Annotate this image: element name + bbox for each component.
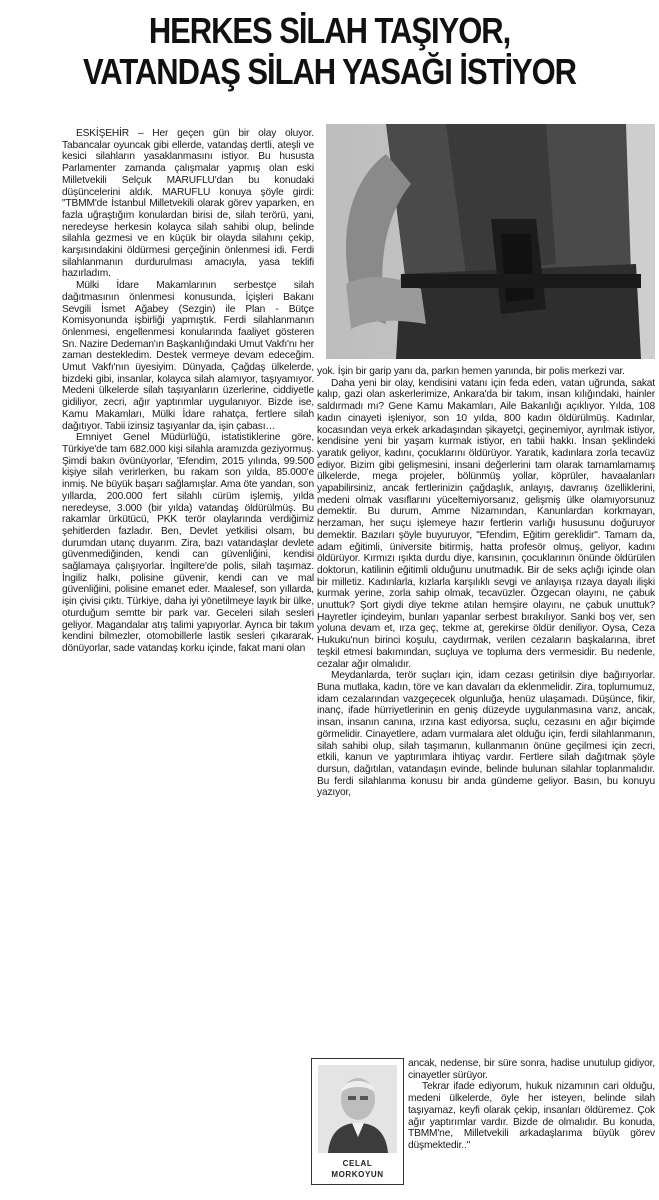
paragraph: ESKİŞEHİR – Her geçen gün bir olay oluyor. Tabancalar oyuncak gibi ellerde, vatandaş dertli, ateşli ve kesici silahların yasaklanmasını istiyor. Bu hususta Parlamenter zamanda çalışmalar yapmış olan eski Milletvekili Selçuk MARUFLU'dan bu konudaki düşüncelerini aldık. MARUFLU konuya şöyle girdi: "TBMM'de İstanbul Milletvekili olarak görev yaparken, en fazla uğraştığım konulardan birisi de, silah terörü, yani, neredeyse herkesin kolayca silah sahibi olup, belinde silahla gezmesi ve en küçük bir olayda silahını çekip, karşısındakini öldürmesi gerçeğinin önlenmesi idi. Ferdi silahlanmanın durdurulması amacıyla, yasa teklifi hazırladım. — [62, 128, 314, 280]
paragraph: Meydanlarda, terör suçları için, idam cezası getirilsin diye bağırıyorlar. Buna mutlaka, kadın, töre ve kan davaları da eklenmelidir. Zira, toplumumuz, idam cezalarından vazgeçecek olgunluğa, henüz ulaşamadı. Düşünce, fikir, inanç, ifade hürriyetlerinin en geniş düzeyde uygulanmasına varız, ancak, insan, insanın canına, ırzına kast ediyorsa, suçlu, cezasını en ağır biçimde görmelidir. Cinayetlere, adam vurmalara alet olduğu için, ferdi silahlanmanın, silah sahibi olup, silah taşımanın, kullanmanın önüne geçilmesi için zecri, etkili, kanun ve yaptırımlara ihtiyaç vardır. Fertlere silah dağıtmak şöyle dursun, dağıtılan, vatandaşın evinde, belinde bulunan silahlar toplanmalıdır. Bu ferdi silahlanma konusu bir anda gündeme geliyor. Basın, bu konuyu yazıyor, — [317, 670, 655, 799]
paragraph: yok. İşin bir garip yanı da, parkın hemen yanında, bir polis merkezi var. — [317, 366, 625, 377]
paragraph: Tekrar ifade ediyorum, hukuk nizamının cari olduğu, medeni ülkelerde, öyle her isteyen, belinde silah taşıyamaz, keyfi olarak çekip, insanları öldüremez. Çok ağır yaptırımlar vardır. Bizde de olmalıdır. Bu konuda, TBMM'ne, Milletvekili arkadaşlarıma büyük görev düşmektedir.." — [408, 1081, 655, 1151]
article-photo — [326, 124, 655, 359]
paragraph: Daha yeni bir olay, kendisini vatanı için feda eden, vatan uğrunda, sakat kalıp, gazi olan askerlerimize, Ankara'da bir takım, insan kılığındaki, hainler saldırmadı mı? Gene Kamu Makamları, Aile Bakanlığı açıklıyor. Yılda, 108 kadın cinayeti işleniyor, son 10 yılda, 800 kadın öldürülmüş. Kadınlar, kocasından veya erkek arkadaşından şikayetçi, geçinemiyor, ayrılmak istiyor, kendisine yeni bir yaşam kurmak istiyor, en tabii hakkı. İnsan şeklindeki yaratık geliyor, kadını, çocuklarını öldürüyor. Yaratık, kadınlara zorla tecavüz ediyor. Bizim gibi gelişmesini, insani değerlerini tam olarak tamamlamamış ülkelerde, mega projeler, bölünmüş yollar, köprüler, havaalanları yapabilirsiniz, ancak fertlerinizin çağdaşlık, anlayış, davranış özelliklerini, medeni olmak vasıflarını yüceltemiyorsanız, gelişmiş ülke olamıyorsunuz demektir. Bu durum, Amme Nizamından, Kanunlardan korkmayan, herzaman, her suçu işlemeye hazır fertlerin varlığı hususunu doğuruyor demektir. Bazıları şöyle buyuruyor, "Efendim, Eğitim gereklidir". Tamam da, adam eğitimli, üniversite bitirmiş, hatta profesör olmuş, geliyor, kadını öldürüyor. Kırmızı ışıkta durdu diye, karısının, çocuklarının önünde öldürülen doktorun, katilinin eğitimli olduğunu unutmadık. Bir de seks açlığı içinde olan bir milletiz. Kadınlarla, kızlarla karşılıklı sevgi ve anlayışa rızaya dayalı ilişki kurmak yerine, zorla sahip olmak, tecavüzler. Özgecan olayını, ne çabuk unuttuk? Şort giydi diye tekme atılan hemşire olayını, ne çabuk unuttuk? Hayretler içindeyim, bunları yapanlar serbest bırakılıyor. Sanki boş ver, sen yoluna devam et, ırza geç, tekme at, gerekirse öldür deniliyor. Oysa, Ceza Hukuku'nun birinci koşulu, caydırmak, verilen cezaların başkalarına, ibret teşkil etmesi bakımından, suçluya ve topluma ders vermesidir. Bu nedenle, cezalar ağır olmalıdır. — [317, 377, 655, 670]
author-box — [311, 1058, 404, 1185]
author-first-name: CELAL — [342, 1159, 373, 1168]
headline-line-1: HERKES SİLAH TAŞIYOR, — [148, 10, 511, 51]
article-right-bottom-column — [408, 1058, 655, 1152]
headline — [46, 10, 613, 92]
paragraph: ancak, nedense, bir süre sonra, hadise unutulup gidiyor, cinayetler sürüyor. — [408, 1058, 655, 1081]
author-portrait-image — [318, 1065, 397, 1153]
paragraph: Mülki İdare Makamlarının serbestçe silah dağıtmasının önlenmesi konusunda, İçişleri Bakanı Sevgili İsmet Ağabey (Sezgin) ile Plan - Bütçe Komisyonunda işbirliği yapmıştık. Ferdi silahlanmanın önlenmesi, engellenmesi konularında faaliyet gösteren Sn. Nazire Dedeman'ın Başkanlığındaki Umut Vakfı'nı her zaman destekledim. Destek vermeye devam edeceğim. Umut Vakfı'nın üyesiyim. Dünyada, Çağdaş ülkelerde, bizdeki gibi, insanlar, kolayca silah alamıyor, taşıyamıyor. Medeni ülkelerde silah taşıyanların üzerlerine, ciddiyetle gidiliyor, zecri, ağır yaptırımlar uygulanıyor. Bizde ise, Kamu Makamları, Mülki İdare rahatça, fertlere silah dağıtıyor. Tabii izinsiz taşıyanlar da, işin çabası… — [62, 280, 314, 432]
author-last-name: MORKOYUN — [331, 1170, 384, 1179]
author-photo — [318, 1065, 397, 1153]
paragraph: Emniyet Genel Müdürlüğü, istatistiklerine göre, Türkiye'de tam 682.000 kişi silahla aramızda geziyormuş. Şimdi bakın övünüyorlar, 'Efendim, 2015 yılında, 99.500 kişiye silah verirlerken, bu rakam son yılda, 85.000'e inmiş. Ne büyük başarı sağlamışlar. Ama öte yandan, son yıllarda, 200.000 fert silahlı cürüm işlemiş, yılda neredeyse, 3.000 (bir yılda) vatandaş öldürülmüş. Bu rakamlar ürkütücü, PKK terör olaylarında verdiğimiz şehitlerden fazladır. Ben, Devlet yetkilisi olsam, bu durumdan utanç duyarım. Zira, bazı vatandaşlar devlete güvenmediğinden, kendi can güvenliğini, kendisi sağlamaya çalışıyorlar. İngiltere'de polis, silah taşımaz. İngiliz halkı, polisine güvenir, kendi can ve mal güvenliğini, polisine emanet eder. Maalesef, son yıllarda, işin çivisi çıktı. Türkiye, daha iyi yönetilmeye layık bir ülke, oturduğum semtte bir park var. Geceleri silah sesleri geliyor. Magandalar atış talimi yapıyorlar. Ayrıca bir takım kendini bilmezler, otomobillerle lastik sesleri çıkararak, dönüyorlar, sade vatandaş korku içinde, fakat mani olan — [62, 432, 314, 654]
headline-line-2: VATANDAŞ SİLAH YASAĞI İSTİYOR — [82, 51, 577, 92]
article-right-column — [317, 366, 655, 799]
gun-in-belt-image — [326, 124, 655, 359]
article-left-column — [62, 128, 314, 655]
